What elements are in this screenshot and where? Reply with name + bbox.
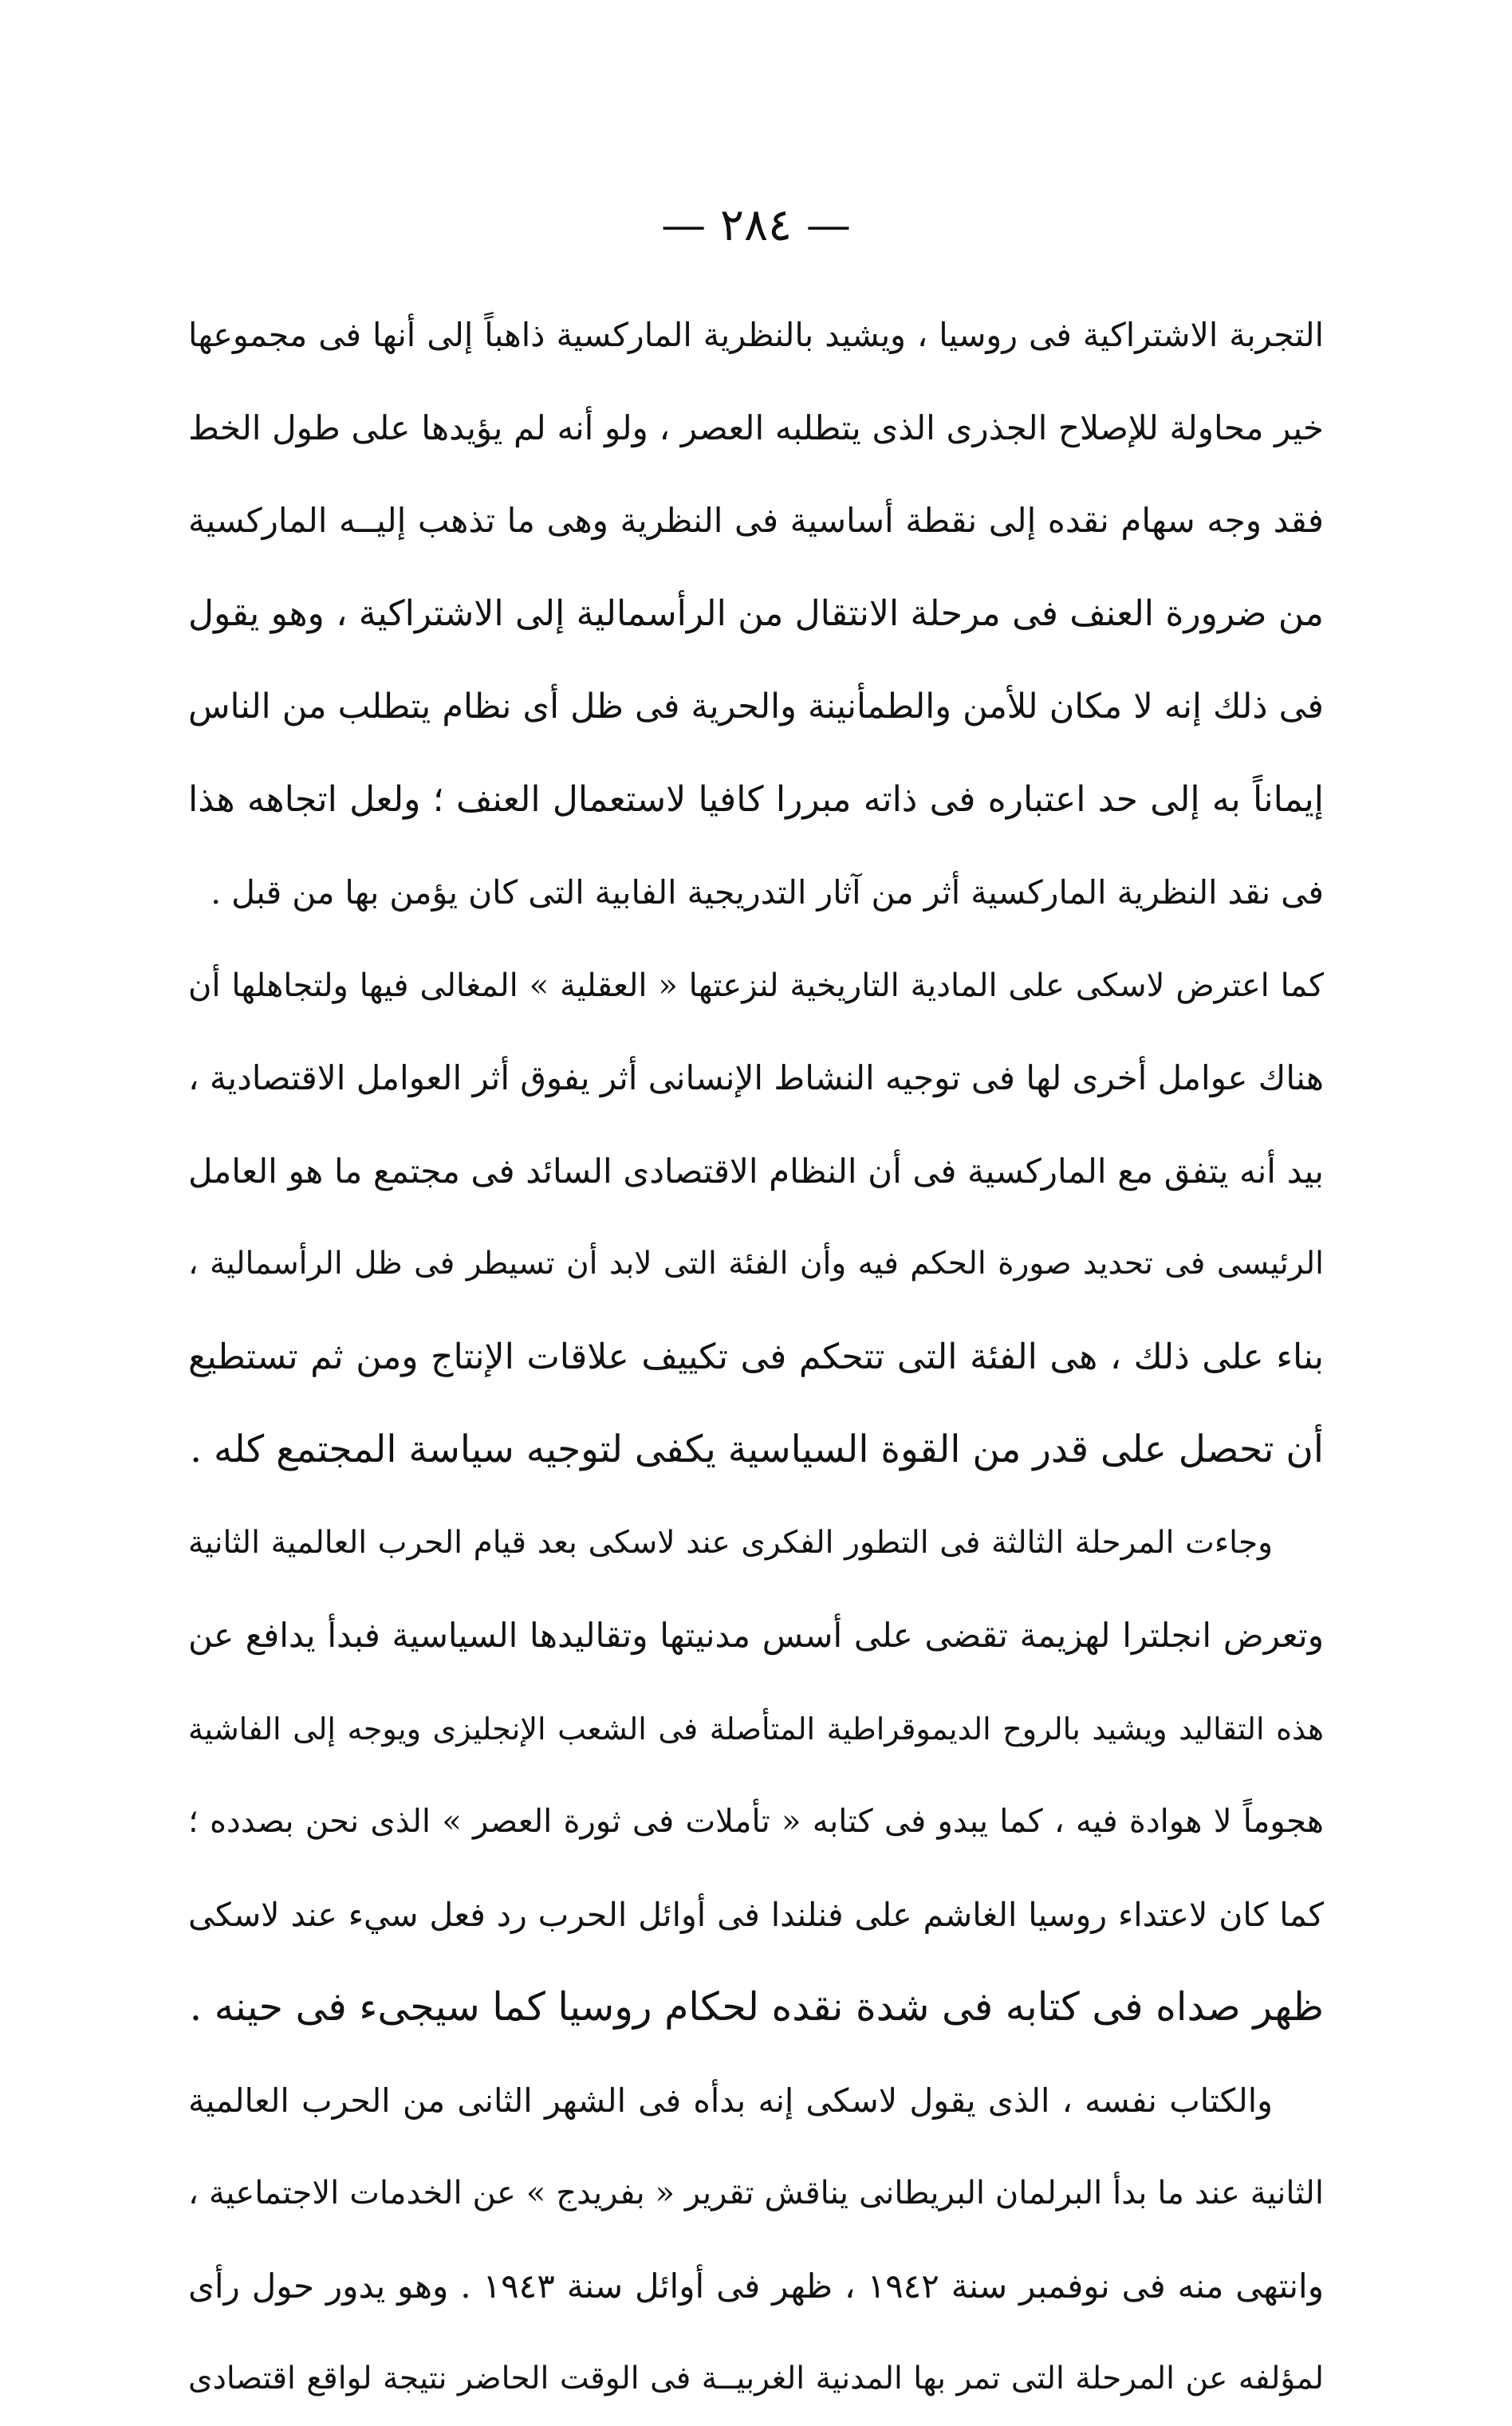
text-line-6: إيماناً به إلى حد اعتباره فى ذاته مبررا كافيا لاستعمال العنف ؛ ولعل اتجاهه هذا: [188, 778, 1324, 820]
text-line-2: خير محاولة للإصلاح الجذرى الذى يتطلبه العصر ، ولو أنه لم يؤيدها على طول الخط: [188, 408, 1324, 447]
text-line-17: هجوماً لا هوادة فيه ، كما يبدو فى كتابه « تأملات فى ثورة العصر » الذى نحن بصدده ؛: [188, 1803, 1324, 1840]
body-text: [188, 289, 1324, 2426]
text-line-1: التجربة الاشتراكية فى روسيا ، ويشيد بالنظرية الماركسية ذاهباً إلى أنها فى مجموعها: [188, 316, 1324, 354]
text-line-22: وانتهى منه فى نوفمبر سنة ١٩٤٢ ، ظهر فى أوائل سنة ١٩٤٣ . وهو يدور حول رأى: [188, 2266, 1324, 2306]
text-line-4: من ضرورة العنف فى مرحلة الانتقال من الرأسمالية إلى الاشتراكية ، وهو يقول: [188, 593, 1324, 634]
text-line-18: كما كان لاعتداء روسيا الغاشم على فنلندا فى أوائل الحرب رد فعل سيء عند لاسكى: [188, 1895, 1324, 1934]
text-line-14: وجاءت المرحلة الثالثة فى التطور الفكرى عند لاسكى بعد قيام الحرب العالمية الثانية: [188, 1524, 1273, 1561]
page-number: — ٢٨٤ —: [661, 199, 851, 251]
text-line-12: بناء على ذلك ، هى الفئة التى تتحكم فى تكييف علاقات الإنتاج ومن ثم تستطيع: [188, 1336, 1324, 1377]
text-line-3: فقد وجه سهام نقده إلى نقطة أساسية فى النظرية وهى ما تذهب إليــه الماركسية: [188, 501, 1324, 540]
text-line-9: هناك عوامل أخرى لها فى توجيه النشاط الإنسانى أثر يفوق أثر العوامل الاقتصادية ،: [188, 1058, 1324, 1097]
text-line-10: بيد أنه يتفق مع الماركسية فى أن النظام الاقتصادى السائد فى مجتمع ما هو العامل: [188, 1151, 1324, 1191]
text-line-13: أن تحصل على قدر من القوة السياسية يكفى لتوجيه سياسة المجتمع كله .: [190, 1428, 1324, 1471]
text-line-5: فى ذلك إنه لا مكان للأمن والطمأنينة والحرية فى ظل أى نظام يتطلب من الناس: [188, 687, 1324, 727]
text-line-8: كما اعترض لاسكى على المادية التاريخية لنزعتها « العقلية » المغالى فيها ولتجاهلها أن: [188, 967, 1324, 1004]
text-line-15: وتعرض انجلترا لهزيمة تقضى على أسس مدنيتها وتقاليدها السياسية فبدأ يدافع عن: [188, 1616, 1324, 1655]
text-line-7: فى نقد النظرية الماركسية أثر من آثار التدريجية الفابية التى كان يؤمن بها من قبل .: [211, 873, 1324, 912]
text-line-23: لمؤلفه عن المرحلة التى تمر بها المدنية الغربيــة فى الوقت الحاضر نتيجة لواقع اقتصادى: [188, 2361, 1324, 2396]
text-line-20: والكتاب نفسه ، الذى يقول لاسكى إنه بدأه فى الشهر الثانى من الحرب العالمية: [188, 2081, 1273, 2120]
text-line-16: هذه التقاليد ويشيد بالروح الديموقراطية المتأصلة فى الشعب الإنجليزى ويوجه إلى الفاشية: [188, 1711, 1324, 1747]
text-line-11: الرئيسى فى تحديد صورة الحكم فيه وأن الفئة التى لابد أن تسيطر فى ظل الرأسمالية ،: [188, 1246, 1324, 1282]
text-line-19: ظهر صداه فى كتابه فى شدة نقده لحكام روسيا كما سيجىء فى حينه .: [189, 1984, 1324, 2030]
text-line-21: الثانية عند ما بدأ البرلمان البريطانى يناقش تقرير « بفريدج » عن الخدمات الاجتماعية ،: [188, 2175, 1324, 2211]
